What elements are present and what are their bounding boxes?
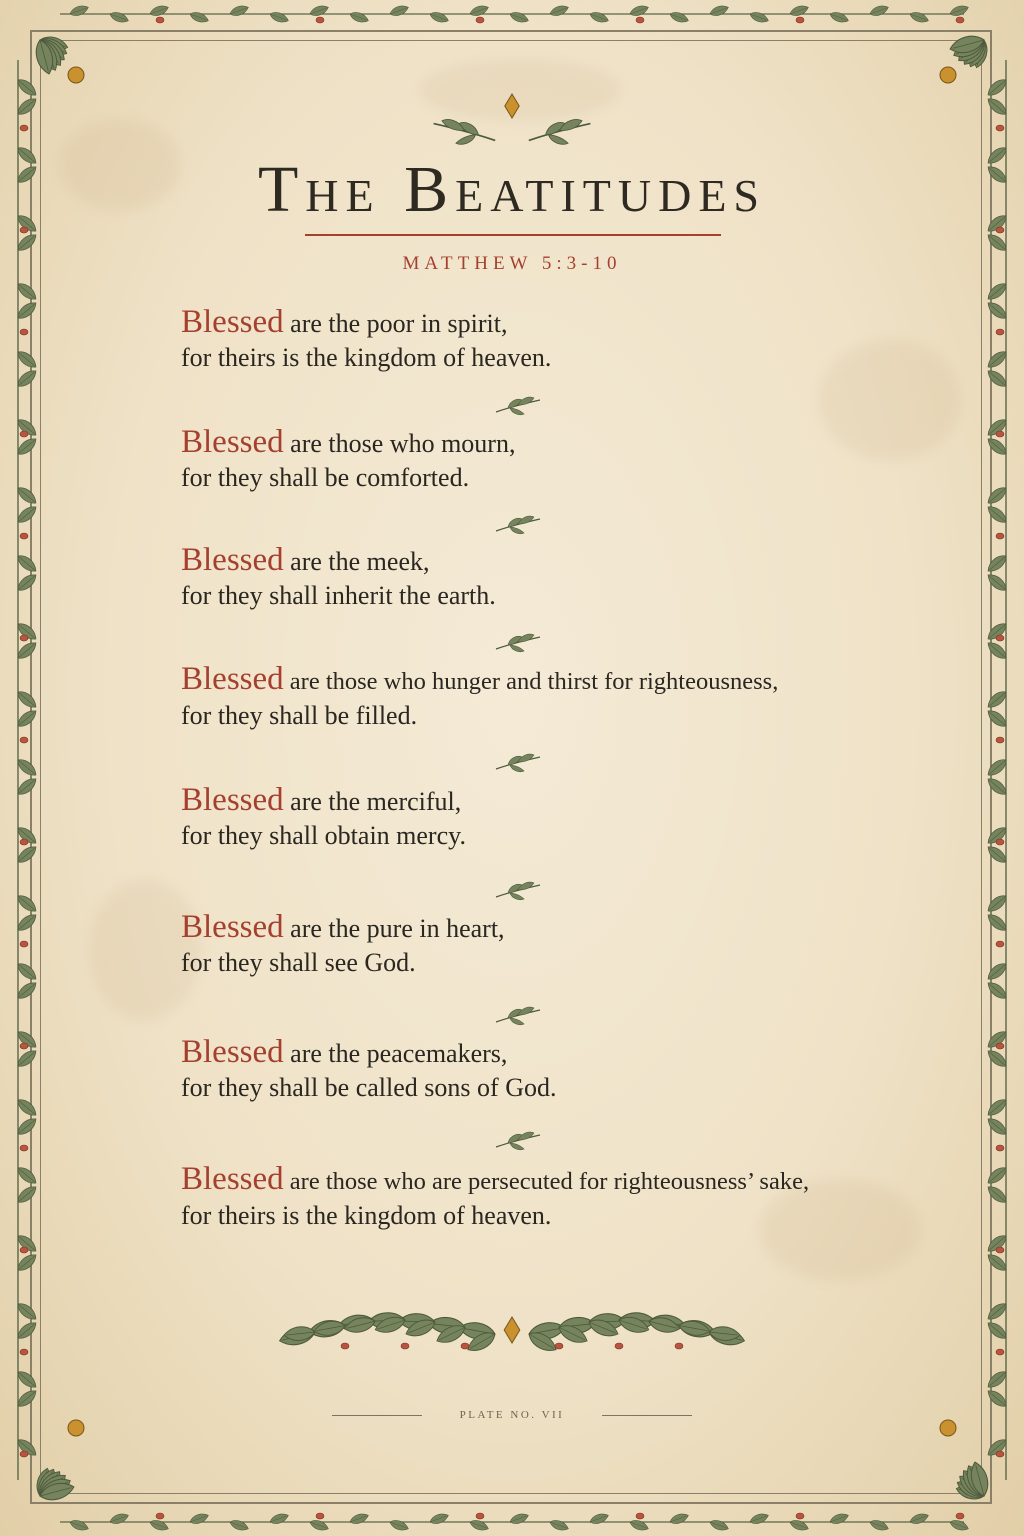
verse-item (181, 783, 941, 853)
verse-item (181, 1162, 941, 1233)
leaf-sprig-icon (494, 1006, 544, 1028)
verse-line-2: for they shall see God. (181, 948, 416, 977)
verse-lead-word: Blessed (181, 542, 284, 578)
verse-lead-word: Blessed (181, 782, 284, 818)
plate-rule-right (602, 1415, 692, 1416)
verse-line-2: for they shall be called sons of God. (181, 1073, 557, 1102)
title-underline (305, 234, 721, 236)
verse-item (181, 1035, 941, 1105)
verse-line-1: are those who are persecuted for righteousness’ sake, (283, 1168, 810, 1195)
verse-line-1: are those who mourn, (283, 429, 516, 458)
leaf-sprig-icon (494, 1131, 544, 1153)
verse-lead-word: Blessed (181, 304, 284, 340)
verse-item (181, 425, 941, 495)
verse-lead-word: Blessed (181, 1034, 284, 1070)
plate-number: PLATE NO. VII (459, 1409, 565, 1421)
verse-line-2: for they shall be comforted. (181, 463, 470, 492)
leaf-sprig-icon (494, 396, 544, 418)
verse-item (181, 910, 941, 980)
verse-lead-word: Blessed (181, 909, 284, 945)
verse-line-2: for they shall be filled. (181, 701, 418, 730)
verse-line-1: are the meek, (283, 547, 430, 576)
verse-line-2: for they shall obtain mercy. (181, 821, 466, 850)
verse-line-1: are the poor in spirit, (283, 309, 508, 338)
leaf-sprig-icon (494, 881, 544, 903)
leaf-sprig-icon (494, 515, 544, 537)
verse-line-1: are those who hunger and thirst for righteousness, (283, 668, 779, 695)
leaf-sprig-icon (494, 633, 544, 655)
scripture-reference: MATTHEW 5:3-10 (402, 253, 622, 274)
verse-lead-word: Blessed (181, 661, 284, 697)
verse-item (181, 543, 941, 613)
verse-line-2: for theirs is the kingdom of heaven. (181, 343, 552, 372)
leaf-sprig-icon (494, 753, 544, 775)
verse-lead-word: Blessed (181, 424, 284, 460)
verse-line-1: are the merciful, (283, 787, 462, 816)
verse-line-2: for they shall inherit the earth. (181, 581, 496, 610)
verse-lead-word: Blessed (181, 1161, 284, 1197)
verse-item (181, 305, 941, 375)
verse-item (181, 662, 941, 733)
page-title: The Beatitudes (257, 153, 766, 226)
verse-line-2: for theirs is the kingdom of heaven. (181, 1201, 552, 1230)
verse-line-1: are the peacemakers, (283, 1039, 508, 1068)
verse-line-1: are the pure in heart, (283, 914, 505, 943)
